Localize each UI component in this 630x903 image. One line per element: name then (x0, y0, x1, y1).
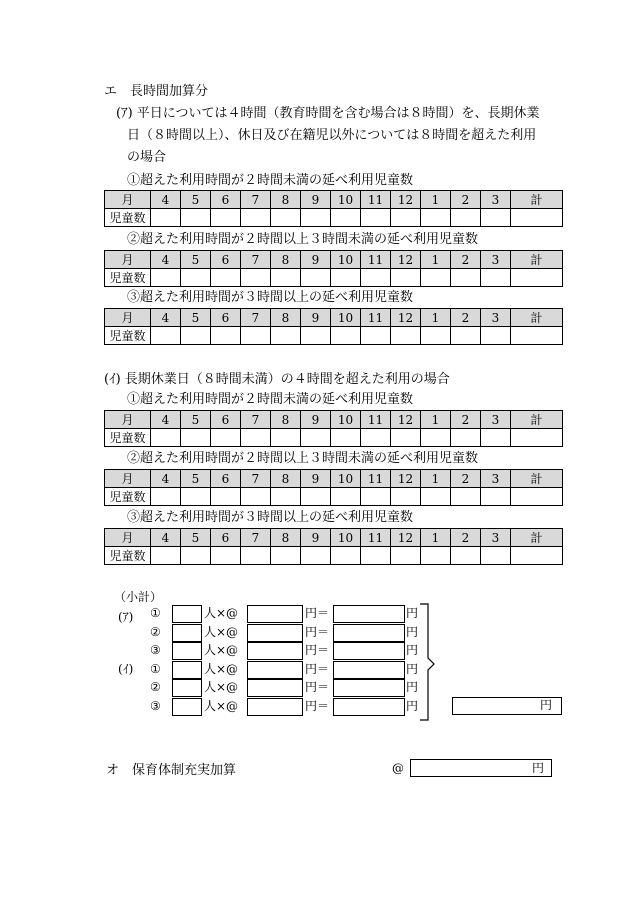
month-cell: 7 (241, 411, 271, 429)
count-input-cell[interactable] (451, 488, 481, 506)
count-input-cell[interactable] (151, 269, 181, 287)
month-cell: 11 (361, 251, 391, 269)
month-cell: 12 (391, 251, 421, 269)
month-cell: 8 (271, 309, 301, 327)
month-cell: 2 (451, 251, 481, 269)
subtotal-amount-field[interactable] (333, 605, 405, 623)
section-o-yen: 円 (532, 761, 545, 775)
table-a2 (104, 250, 563, 287)
count-input-cell[interactable] (211, 327, 241, 345)
month-cell: 1 (421, 411, 451, 429)
count-input-cell[interactable] (301, 269, 331, 287)
count-input-cell[interactable] (271, 547, 301, 565)
subtotal-amount-field[interactable] (333, 624, 405, 642)
section-e-title: エ 長時間加算分 (104, 84, 209, 99)
table-a3 (104, 308, 563, 345)
subtotal-yen: 円 (406, 643, 419, 657)
month-cell: 5 (181, 411, 211, 429)
subtotal-amount-field[interactable] (333, 679, 405, 697)
row-label: 児童数 (105, 488, 151, 506)
total-header: 計 (511, 191, 563, 209)
count-input-cell[interactable] (361, 429, 391, 447)
table-b3 (104, 528, 563, 565)
count-input-cell[interactable] (391, 429, 421, 447)
count-input-cell[interactable] (391, 547, 421, 565)
section-o-title: オ 保育体制充実加算 (106, 763, 237, 778)
subtotal-persons-at: 人×@ (204, 606, 239, 620)
count-total-cell[interactable] (511, 547, 563, 565)
subtotal-amount-field[interactable] (333, 642, 405, 660)
month-cell: 12 (391, 470, 421, 488)
month-cell: 1 (421, 251, 451, 269)
count-input-cell[interactable] (331, 327, 361, 345)
count-input-cell[interactable] (151, 547, 181, 565)
subtotal-yen: 円 (406, 606, 419, 620)
month-cell: 3 (481, 191, 511, 209)
month-cell: 4 (151, 411, 181, 429)
subtotal-persons-field[interactable] (172, 605, 202, 623)
table-a1 (104, 190, 563, 227)
section-e-a-line1: (ｱ) 平日については４時間（教育時間を含む場合は８時間）を、長期休業 (116, 106, 540, 121)
subtotal-a-mark: (ｱ) (118, 610, 134, 624)
month-cell: 5 (181, 251, 211, 269)
month-cell: 2 (451, 411, 481, 429)
count-input-cell[interactable] (451, 429, 481, 447)
count-input-cell[interactable] (481, 547, 511, 565)
count-input-cell[interactable] (301, 209, 331, 227)
subtotal-circled-number: ③ (150, 643, 161, 657)
count-input-cell[interactable] (241, 269, 271, 287)
count-input-cell[interactable] (481, 488, 511, 506)
subtotal-yen: 円 (406, 698, 419, 713)
month-header: 月 (105, 470, 151, 488)
count-input-cell[interactable] (271, 429, 301, 447)
count-input-cell[interactable] (391, 269, 421, 287)
subtotal-yen: 円 (406, 661, 419, 676)
count-input-cell[interactable] (151, 209, 181, 227)
subtotal-yen-eq: 円＝ (305, 680, 330, 694)
count-input-cell[interactable] (271, 488, 301, 506)
month-cell: 6 (211, 251, 241, 269)
month-cell: 9 (301, 251, 331, 269)
month-cell: 7 (241, 309, 271, 327)
count-input-cell[interactable] (211, 429, 241, 447)
count-total-cell[interactable] (511, 327, 563, 345)
total-header: 計 (511, 470, 563, 488)
count-input-cell[interactable] (301, 429, 331, 447)
count-input-cell[interactable] (481, 209, 511, 227)
total-header: 計 (511, 411, 563, 429)
total-header: 計 (511, 529, 563, 547)
subtotal-persons-field[interactable] (172, 679, 202, 697)
row-label: 児童数 (105, 429, 151, 447)
subtotal-unit-price-field[interactable] (247, 642, 303, 660)
month-cell: 7 (241, 191, 271, 209)
count-input-cell[interactable] (391, 209, 421, 227)
count-input-cell[interactable] (241, 327, 271, 345)
count-input-cell[interactable] (211, 547, 241, 565)
month-cell: 11 (361, 529, 391, 547)
subtotal-yen-eq: 円＝ (305, 606, 330, 620)
count-input-cell[interactable] (151, 488, 181, 506)
month-cell: 4 (151, 470, 181, 488)
count-input-cell[interactable] (361, 269, 391, 287)
subtotal-circled-number: ① (150, 661, 161, 676)
month-cell: 10 (331, 470, 361, 488)
month-cell: 10 (331, 529, 361, 547)
month-cell: 6 (211, 309, 241, 327)
month-header: 月 (105, 529, 151, 547)
count-input-cell[interactable] (331, 269, 361, 287)
count-input-cell[interactable] (361, 209, 391, 227)
count-input-cell[interactable] (451, 209, 481, 227)
month-cell: 9 (301, 191, 331, 209)
section-o-at: @ (392, 761, 404, 775)
count-input-cell[interactable] (151, 429, 181, 447)
count-input-cell[interactable] (361, 547, 391, 565)
subtotal-b-mark: (ｲ) (118, 662, 134, 676)
month-cell: 3 (481, 251, 511, 269)
month-cell: 5 (181, 191, 211, 209)
subtotal-unit-price-field[interactable] (247, 624, 303, 642)
count-input-cell[interactable] (451, 547, 481, 565)
section-e-b-heading: (ｲ) 長期休業日（８時間未満）の４時間を超えた利用の場合 (104, 372, 450, 387)
row-label: 児童数 (105, 209, 151, 227)
month-cell: 4 (151, 529, 181, 547)
month-cell: 11 (361, 191, 391, 209)
month-cell: 5 (181, 470, 211, 488)
month-cell: 2 (451, 529, 481, 547)
row-label: 児童数 (105, 547, 151, 565)
month-cell: 1 (421, 470, 451, 488)
month-cell: 1 (421, 529, 451, 547)
count-input-cell[interactable] (271, 209, 301, 227)
count-total-cell[interactable] (511, 488, 563, 506)
count-input-cell[interactable] (241, 429, 271, 447)
month-cell: 12 (391, 529, 421, 547)
subtotal-amount-field[interactable] (333, 661, 405, 679)
section-o-amount-field[interactable] (410, 759, 552, 777)
month-cell: 4 (151, 309, 181, 327)
count-input-cell[interactable] (151, 327, 181, 345)
table-b1 (104, 410, 563, 447)
month-cell: 8 (271, 470, 301, 488)
subtotal-persons-field[interactable] (172, 698, 202, 716)
count-input-cell[interactable] (361, 488, 391, 506)
count-input-cell[interactable] (421, 327, 451, 345)
month-cell: 3 (481, 411, 511, 429)
subtotal-unit-price-field[interactable] (247, 661, 303, 679)
caption-b2: ②超えた利用時間が２時間以上３時間未満の延べ利用児童数 (127, 451, 479, 466)
row-label: 児童数 (105, 269, 151, 287)
month-cell: 1 (421, 191, 451, 209)
month-header: 月 (105, 191, 151, 209)
subtotal-yen: 円 (406, 680, 419, 694)
count-input-cell[interactable] (241, 547, 271, 565)
subtotal-circled-number: ③ (150, 698, 161, 713)
month-cell: 2 (451, 191, 481, 209)
subtotal-title: （小計） (114, 590, 163, 604)
month-cell: 5 (181, 529, 211, 547)
count-input-cell[interactable] (241, 209, 271, 227)
subtotal-yen-eq: 円＝ (305, 698, 330, 713)
subtotal-circled-number: ② (150, 680, 161, 694)
total-header: 計 (511, 309, 563, 327)
count-input-cell[interactable] (301, 547, 331, 565)
count-total-cell[interactable] (511, 269, 563, 287)
subtotal-persons-at: 人×@ (204, 680, 239, 694)
subtotal-persons-field[interactable] (172, 661, 202, 679)
subtotal-yen-eq: 円＝ (305, 624, 330, 639)
count-input-cell[interactable] (421, 429, 451, 447)
subtotal-unit-price-field[interactable] (247, 679, 303, 697)
subtotal-yen-eq: 円＝ (305, 661, 330, 676)
month-cell: 7 (241, 251, 271, 269)
month-header: 月 (105, 251, 151, 269)
count-input-cell[interactable] (361, 327, 391, 345)
month-cell: 10 (331, 411, 361, 429)
subtotal-yen: 円 (406, 624, 419, 639)
subtotal-circled-number: ① (150, 606, 161, 620)
month-cell: 3 (481, 470, 511, 488)
month-cell: 6 (211, 529, 241, 547)
subtotal-persons-field[interactable] (172, 642, 202, 660)
month-cell: 8 (271, 191, 301, 209)
count-input-cell[interactable] (211, 269, 241, 287)
count-input-cell[interactable] (331, 547, 361, 565)
month-cell: 9 (301, 529, 331, 547)
count-input-cell[interactable] (241, 488, 271, 506)
count-input-cell[interactable] (331, 429, 361, 447)
month-cell: 4 (151, 251, 181, 269)
count-input-cell[interactable] (271, 327, 301, 345)
total-header: 計 (511, 251, 563, 269)
month-cell: 6 (211, 191, 241, 209)
count-input-cell[interactable] (421, 547, 451, 565)
subtotal-persons-at: 人×@ (204, 643, 239, 657)
caption-a3: ③超えた利用時間が３時間以上の延べ利用児童数 (127, 290, 414, 305)
count-input-cell[interactable] (421, 269, 451, 287)
month-cell: 10 (331, 191, 361, 209)
subtotal-persons-at: 人×@ (204, 624, 239, 639)
caption-b1: ①超えた利用時間が２時間未満の延べ利用児童数 (127, 392, 414, 407)
month-cell: 9 (301, 411, 331, 429)
month-cell: 2 (451, 309, 481, 327)
count-input-cell[interactable] (181, 547, 211, 565)
count-input-cell[interactable] (481, 269, 511, 287)
count-total-cell[interactable] (511, 429, 563, 447)
count-total-cell[interactable] (511, 209, 563, 227)
subtotal-persons-at: 人×@ (204, 661, 239, 676)
month-cell: 12 (391, 411, 421, 429)
caption-a1: ①超えた利用時間が２時間未満の延べ利用児童数 (127, 173, 414, 188)
count-input-cell[interactable] (331, 209, 361, 227)
month-cell: 9 (301, 470, 331, 488)
month-header: 月 (105, 411, 151, 429)
subtotal-amount-field[interactable] (333, 698, 405, 716)
month-cell: 10 (331, 309, 361, 327)
subtotal-unit-price-field[interactable] (247, 698, 303, 716)
month-cell: 11 (361, 411, 391, 429)
count-input-cell[interactable] (481, 429, 511, 447)
count-input-cell[interactable] (301, 327, 331, 345)
section-e-a-line3: の場合 (127, 150, 167, 165)
month-cell: 11 (361, 309, 391, 327)
row-label: 児童数 (105, 327, 151, 345)
caption-a2: ②超えた利用時間が２時間以上３時間未満の延べ利用児童数 (127, 232, 479, 247)
subtotal-yen-eq: 円＝ (305, 643, 330, 657)
subtotal-circled-number: ② (150, 624, 161, 639)
count-input-cell[interactable] (391, 488, 421, 506)
count-input-cell[interactable] (481, 327, 511, 345)
month-cell: 7 (241, 470, 271, 488)
section-e-a-line2: 日（８時間以上）、休日及び在籍児以外については８時間を超えた利用 (127, 128, 537, 143)
month-cell: 8 (271, 251, 301, 269)
month-cell: 12 (391, 309, 421, 327)
month-cell: 12 (391, 191, 421, 209)
count-input-cell[interactable] (271, 269, 301, 287)
subtotal-grand-total-yen: 円 (540, 698, 553, 712)
count-input-cell[interactable] (181, 488, 211, 506)
right-brace (418, 602, 440, 726)
month-cell: 1 (421, 309, 451, 327)
count-input-cell[interactable] (421, 488, 451, 506)
count-input-cell[interactable] (211, 209, 241, 227)
month-cell: 4 (151, 191, 181, 209)
subtotal-unit-price-field[interactable] (247, 605, 303, 623)
table-b2 (104, 469, 563, 506)
subtotal-persons-field[interactable] (172, 624, 202, 642)
count-input-cell[interactable] (451, 327, 481, 345)
count-input-cell[interactable] (391, 327, 421, 345)
month-header: 月 (105, 309, 151, 327)
month-cell: 10 (331, 251, 361, 269)
count-input-cell[interactable] (181, 209, 211, 227)
month-cell: 2 (451, 470, 481, 488)
count-input-cell[interactable] (331, 488, 361, 506)
count-input-cell[interactable] (421, 209, 451, 227)
month-cell: 8 (271, 529, 301, 547)
subtotal-persons-at: 人×@ (204, 698, 239, 713)
count-input-cell[interactable] (181, 269, 211, 287)
month-cell: 3 (481, 309, 511, 327)
count-input-cell[interactable] (451, 269, 481, 287)
month-cell: 5 (181, 309, 211, 327)
count-input-cell[interactable] (181, 429, 211, 447)
month-cell: 8 (271, 411, 301, 429)
count-input-cell[interactable] (301, 488, 331, 506)
month-cell: 6 (211, 470, 241, 488)
caption-b3: ③超えた利用時間が３時間以上の延べ利用児童数 (127, 510, 414, 525)
month-cell: 7 (241, 529, 271, 547)
month-cell: 9 (301, 309, 331, 327)
month-cell: 6 (211, 411, 241, 429)
count-input-cell[interactable] (211, 488, 241, 506)
month-cell: 11 (361, 470, 391, 488)
count-input-cell[interactable] (181, 327, 211, 345)
month-cell: 3 (481, 529, 511, 547)
